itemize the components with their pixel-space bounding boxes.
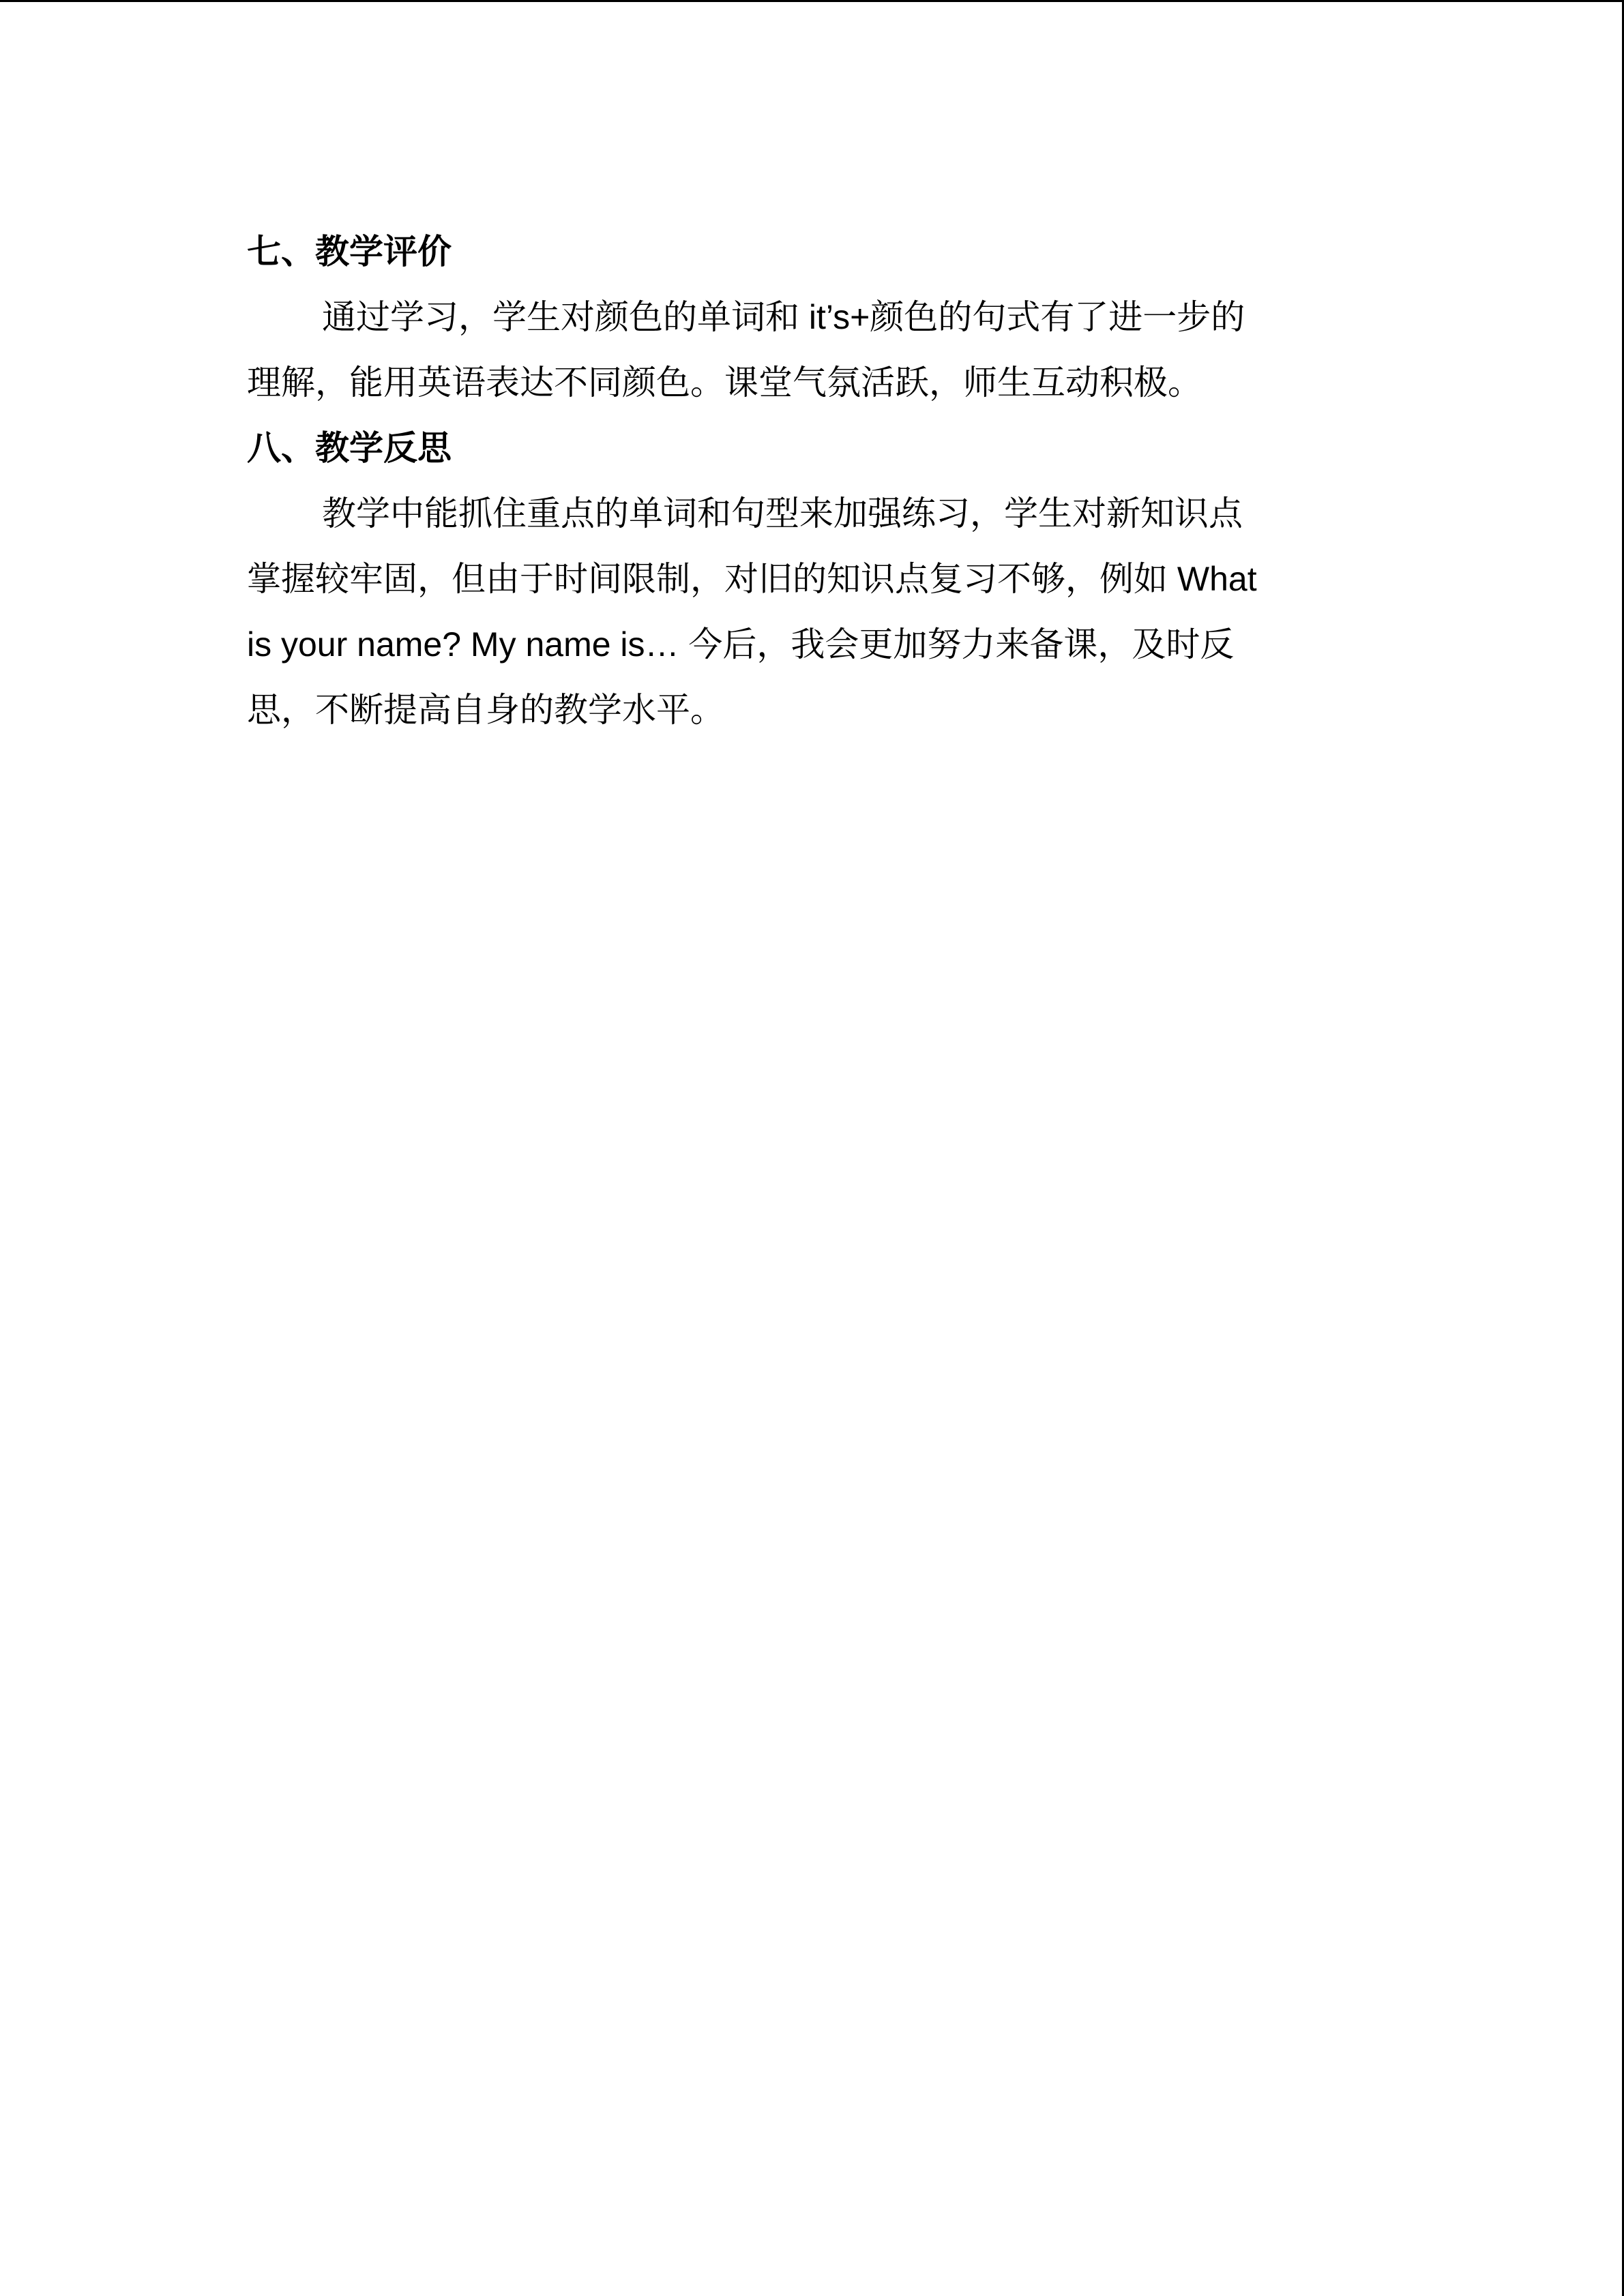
document-body bbox=[247, 219, 1379, 743]
paragraph-line: 教学中能抓住重点的单词和句型来加强练习，学生对新知识点 bbox=[322, 494, 1243, 533]
paragraph-line: 理解，能用英语表达不同颜色。课堂气氛活跃，师生互动积极。 bbox=[247, 363, 1202, 402]
paragraph-line: 通过学习，学生对颜色的单词和 it’s+颜色的句式有了进一步的 bbox=[322, 298, 1245, 336]
paragraph-line: 掌握较牢固，但由于时间限制，对旧的知识点复习不够，例如 What bbox=[247, 560, 1257, 598]
section-heading-evaluation: 七、教学评价 bbox=[247, 233, 452, 271]
paragraph-line: is your name? My name is… 今后，我会更加努力来备课，及时反 bbox=[247, 625, 1235, 664]
reflection-paragraph bbox=[247, 481, 1379, 743]
section-heading-reflection: 八、教学反思 bbox=[247, 429, 452, 467]
paragraph-line: 思，不断提高自身的教学水平。 bbox=[247, 691, 724, 729]
evaluation-paragraph bbox=[247, 284, 1379, 415]
